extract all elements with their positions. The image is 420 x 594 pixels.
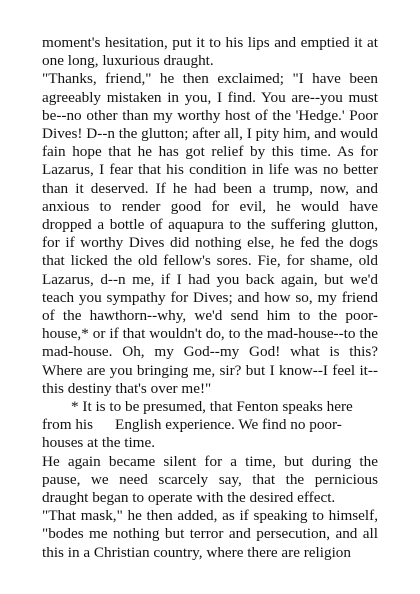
footnote-part-2: English experience. We find no poor-houses at the time. — [42, 416, 342, 452]
paragraph-silent: He again became silent for a time, but during the pause, we need scarcely say, that the pernicious draught began to operate with the desired effect. — [42, 452, 378, 507]
paragraph-continuation: moment's hesitation, put it to his lips and emptied it at one long, luxurious draught. — [42, 34, 378, 70]
paragraph-thanks-friend: "Thanks, friend," he then exclaimed; "I have been agreeably mistaken in you, I find. You are--you must be--no other than my worthy host of the 'Hedge.' Poor Dives! D--n the glutton; after all, I pity him, and would fain hope that he has got relief by this time. As for Lazarus, I fear that his condition in life was no better than it deserved. If he had been a trump, now, and anxious to render good for evil, he would have dropped a bottle of aquapura to the suffering glutton, for if worthy Dives did nothing else, he fed the dogs that licked the old fellow's sores. Fie, for shame, old Lazarus, d--n me, if I had you back again, but we'd teach you sympathy for Dives; and how so, my friend of the hawthorn--why, we'd send him to the poor-house,* or if that wouldn't do, to the mad-house--to the mad-house. Oh, my God--my God! what is this? Where are you bringing me, sir? but I know--I feel it--this destiny that's over me!" — [42, 70, 378, 397]
paragraph-that-mask: "That mask," he then added, as if speaking to himself, "bodes me nothing but terror and persecution, and all this in a Christian country, where there are religion — [42, 507, 378, 561]
footnote-part-1: * It is to be presumed, that Fenton speaks here from his — [42, 398, 353, 434]
footnote — [42, 398, 378, 453]
